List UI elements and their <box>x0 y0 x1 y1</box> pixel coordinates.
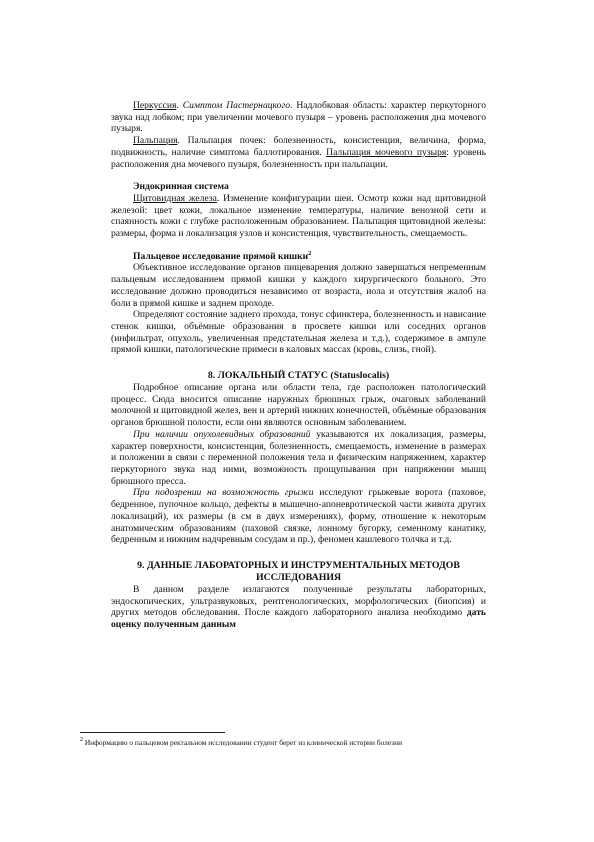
section-9-paragraph-1 <box>111 584 486 631</box>
percussion-text: . Надлобковая область: характер перкуторного звука над лобком; при увеличении мочевого пузыря – уровень расположения дна мочевого пузыря. <box>111 100 486 135</box>
hernia-italic: При подозрении на возможность грыжи <box>133 487 314 499</box>
section-9-title <box>111 560 486 584</box>
percussion-paragraph <box>111 100 486 135</box>
palpation-text: . Пальпация почек: болезненность, консистенция, величина, форма, подвижность, наличие симптома баллотирования. <box>111 135 486 158</box>
percussion-label: Перкуссия <box>133 100 177 111</box>
thyroid-label: Щитовидная железа <box>133 192 217 204</box>
footnote <box>80 738 520 747</box>
palpation-label: Пальпация <box>133 135 178 147</box>
hernia-text: исследуют грыжевые ворота (паховое, бедренное, пупочное кольцо, дефекты в мышечно-апоневротической части живота других локализаций), их размеры (в см в двух измерениях), форму, отношение к некоторым анатомическим образованиям (паховой связке, лонному бугорку, семенному канатику, бедренным и нижним надчревным сосудам и пр.), феномен кашлевого толчка и т.д. <box>111 487 486 546</box>
thyroid-text: . Изменение конфигурации шеи. Осмотр кожи над щитовидной железой: цвет кожи, локальное изменение температуры, наличие венозной сети и спаянность кожи с глубже расположенным образованием. Пальпация щитовидной железы: размеры, форма и локализация узлов и консистенция, чувствительность, смещаемость. <box>111 192 486 240</box>
tumor-text: указываются их локализация, размеры, характер поверхности, консистенция, болезненность, смещаемость, изменение в размерах и положении в связи с переменной положения тела и физическим напряжением, характер перкуторного звука над ними, возможность прощупывания при напряжении мышц брюшного пресса. <box>111 428 486 487</box>
section-8-title: 8. ЛОКАЛЬНЫЙ СТАТУС (Statuslocalis) <box>207 370 390 382</box>
tumor-italic: При наличии опухолевидных образований <box>133 428 311 440</box>
percussion-sep: . <box>176 100 183 111</box>
bladder-palpation-label: Пальпация мочевого пузыря <box>326 146 447 158</box>
section-9-title-line-2: ИССЛЕДОВАНИЯ <box>255 571 342 583</box>
thyroid-paragraph <box>111 193 486 240</box>
rectal-heading-text: Пальцевое исследование прямой кишки <box>133 250 309 262</box>
page-content <box>111 100 486 631</box>
section-9-title-line-1: 9. ДАННЫЕ ЛАБОРАТОРНЫХ И ИНСТРУМЕНТАЛЬНЫХ МЕТОДОВ <box>137 559 460 571</box>
section-8-paragraph-1: Подробное описание органа или области тела, где расположен патологический процесс. Сюда вносится описание наружных брюшных грыж, очаговых заболеваний молочной и щитовидной желез, вен и артерий нижних конечностей, объёмные образования органов брюшной полости, если они являются основным заболеванием. <box>111 382 486 429</box>
pasternatsky-sign: Симптом Пастернацкого <box>182 100 290 111</box>
palpation-paragraph <box>111 135 486 170</box>
section-8-paragraph-2 <box>111 429 486 488</box>
section-9-text: В данном разделе излагаются полученные результаты лабораторных, эндоскопических, ультразвуковых, рентгенологических, морфологических (биопсия) и других методов обследования. После каждого лабораторного анализа необходимо <box>111 583 486 619</box>
footnote-divider <box>80 732 225 733</box>
footnote-ref: 2 <box>308 250 312 257</box>
rectal-paragraph-1: Объективное исследование органов пищеварения должно завершаться непременным пальцевым исследованием прямой кишки у каждого хирургического больного. Это исследование должно проводиться независимо от возраста, иола и отсутствия жалоб на боли в прямой кишке и заднем проходе. <box>111 262 486 309</box>
rectal-paragraph-2: Определяют состояние заднего прохода, тонус сфинктера, болезненность и нависание стенок кишки, объёмные образования в просвете кишки или соседних органов (инфильтрат, опухоль, увеличенная предстательная железа и т.д.), содержимое в ампуле прямой кишки, патологические примеси в каловых массах (кровь, слизь, гной). <box>111 309 486 356</box>
footnote-text: Информацию о пальцевом ректальном исследовании студент берет из клинической истории болезни <box>83 738 403 747</box>
endocrine-heading: Эндокринная система <box>133 181 229 193</box>
section-9-bold: дать оценку полученным данным <box>111 607 486 631</box>
section-8-paragraph-3 <box>111 487 486 546</box>
rectal-heading <box>111 251 486 263</box>
footnote-mark: 2 <box>80 737 83 743</box>
bladder-palpation-text: : уровень расположения дна мочевого пузыря, болезненность при пальпации. <box>111 146 486 170</box>
